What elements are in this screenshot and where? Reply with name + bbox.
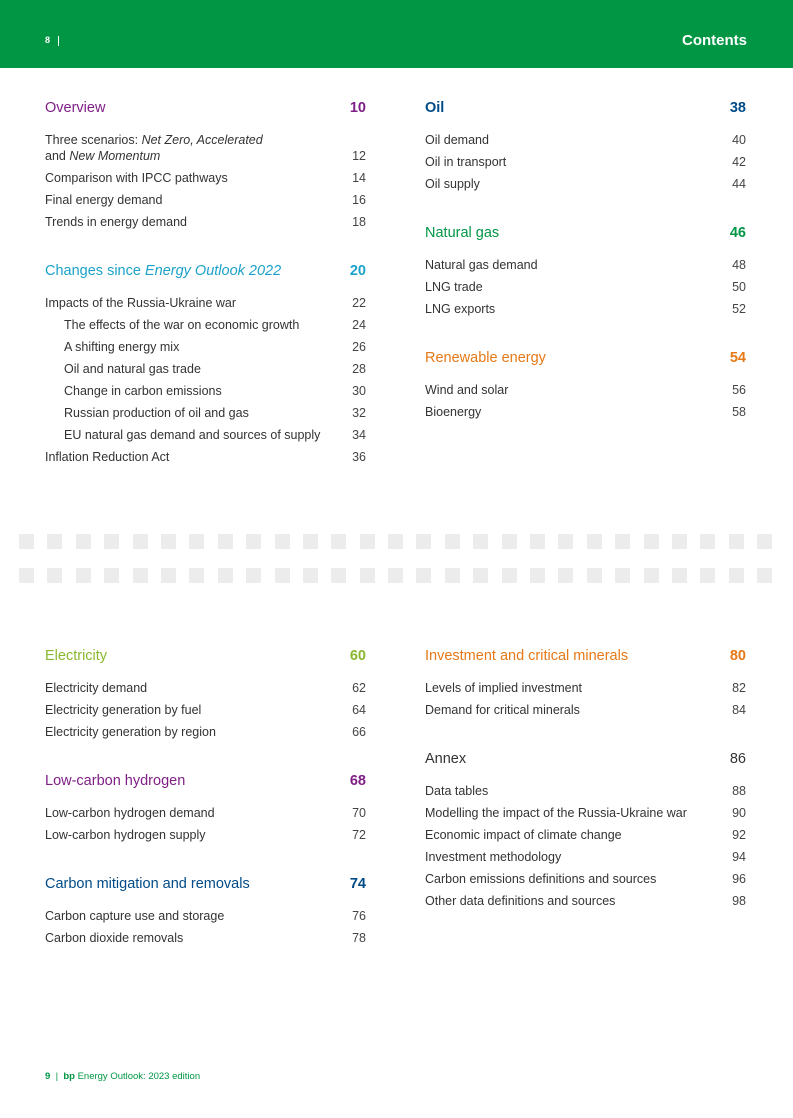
entry-title [45,361,201,377]
toc-entry[interactable] [425,780,746,802]
toc-entry[interactable] [425,254,746,276]
entry-italic-line2: New Momentum [69,149,161,163]
toc-entry[interactable] [425,129,746,151]
entry-page-number: 32 [352,406,366,420]
section-title [45,260,281,282]
section-title [425,97,444,119]
section-title-text: Natural gas [425,225,500,241]
decorative-square [445,568,460,583]
entry-text: EU natural gas demand and sources of supply [64,428,321,442]
entry-page-number: 24 [352,318,366,332]
decorative-square [76,568,91,583]
decorative-square [218,534,233,549]
decorative-square [615,534,630,549]
toc-column-bottom-left [45,645,366,976]
square-row [19,534,779,549]
toc-entry[interactable] [425,298,746,320]
entry-page-number: 62 [352,681,366,695]
entry-text: Oil supply [425,177,480,191]
entry-page-number: 22 [352,296,366,310]
entry-title [45,702,201,718]
entry-title [45,449,169,465]
section-title [425,222,499,244]
entry-text: Wind and solar [425,383,509,397]
section-items [425,129,746,195]
decorative-square [473,568,488,583]
entry-title [45,908,224,924]
decorative-square [303,568,318,583]
entry-page-number: 66 [352,725,366,739]
decorative-square [246,568,261,583]
entry-text: Russian production of oil and gas [64,406,249,420]
page-footer [45,1071,200,1082]
section-heading[interactable] [425,97,746,119]
section-title [425,347,546,369]
decorative-square [473,534,488,549]
entry-title [425,257,538,273]
entry-text: Other data definitions and sources [425,894,616,908]
entry-text: Impacts of the Russia-Ukraine war [45,296,237,310]
toc-entry[interactable] [425,868,746,890]
footer-page-number: 9 [45,1071,51,1082]
entry-title [45,827,206,843]
section-heading[interactable] [425,645,746,667]
section-title-text: Changes since [45,263,145,279]
section-title [45,873,250,895]
section-page-number: 54 [729,350,746,366]
decorative-square [530,568,545,583]
decorative-square [672,568,687,583]
entry-page-number: 52 [732,302,746,316]
entry-text: The effects of the war on economic growth [64,318,300,332]
section-title-text: Investment and critical minerals [425,648,629,664]
toc-section [425,645,746,721]
entry-page-number: 30 [352,384,366,398]
entry-text: Carbon emissions definitions and sources [425,872,657,886]
toc-entry[interactable] [45,446,366,468]
entry-page-number: 90 [732,806,746,820]
entry-title [425,702,580,718]
decorative-square [331,534,346,549]
decorative-square [133,568,148,583]
section-heading[interactable] [425,748,746,770]
entry-title [425,893,615,909]
entry-page-number: 92 [732,828,746,842]
section-title [45,770,185,792]
decorative-square [757,568,772,583]
toc-entry[interactable] [45,380,366,402]
entry-text: Change in carbon emissions [64,384,222,398]
toc-section [425,748,746,912]
toc-entry[interactable] [425,846,746,868]
entry-page-number: 82 [732,681,746,695]
toc-section [45,770,366,846]
decorative-square [416,534,431,549]
section-title [45,97,105,119]
entry-text: Carbon capture use and storage [45,909,225,923]
section-title [425,748,466,770]
entry-text: Economic impact of climate change [425,828,622,842]
toc-section [45,260,366,468]
section-heading[interactable] [45,873,366,895]
entry-text: Final energy demand [45,193,163,207]
section-heading[interactable] [45,645,366,667]
decorative-square [558,568,573,583]
toc-section [425,347,746,423]
section-heading[interactable] [425,222,746,244]
toc-entry[interactable] [425,677,746,699]
entry-page-number: 16 [352,193,366,207]
toc-entry[interactable] [45,802,366,824]
section-page-number: 74 [349,876,366,892]
toc-entry[interactable] [45,358,366,380]
section-items [45,677,366,743]
entry-text: Demand for critical minerals [425,703,580,717]
decorative-square [558,534,573,549]
entry-page-number: 58 [732,405,746,419]
decorative-square [644,534,659,549]
toc-entry[interactable] [45,314,366,336]
entry-text: Modelling the impact of the Russia-Ukraine war [425,806,687,820]
toc-entry[interactable] [45,721,366,743]
decorative-square [104,534,119,549]
entry-title [45,427,320,443]
entry-title [425,871,656,887]
decorative-square [360,568,375,583]
toc-column-top-left [45,97,366,495]
entry-text: Three scenarios: [45,133,142,147]
entry-page-number: 56 [732,383,746,397]
toc-entry[interactable] [45,189,366,211]
entry-text: Electricity generation by region [45,725,216,739]
section-items [45,129,366,233]
decorative-square [587,534,602,549]
entry-text: Low-carbon hydrogen demand [45,806,215,820]
toc-entry[interactable] [425,379,746,401]
section-page-number: 68 [349,773,366,789]
decorative-square [161,568,176,583]
entry-page-number: 76 [352,909,366,923]
decorative-square [388,568,403,583]
section-heading[interactable] [425,347,746,369]
section-page-number: 60 [349,648,366,664]
entry-title [425,176,480,192]
decorative-square [672,534,687,549]
entry-title [45,132,263,164]
decorative-square [445,534,460,549]
decorative-square [416,568,431,583]
entry-page-number: 44 [732,177,746,191]
toc-column-bottom-right [425,645,746,939]
entry-text: Levels of implied investment [425,681,583,695]
footer-edition: Energy Outlook: 2023 edition [77,1071,201,1082]
entry-page-number: 64 [352,703,366,717]
entry-page-number: 12 [352,149,366,163]
entry-page-number: 98 [732,894,746,908]
decorative-square [189,568,204,583]
section-title-text: Annex [425,751,467,767]
section-page-number: 80 [729,648,746,664]
decorative-square [615,568,630,583]
entry-page-number: 40 [732,133,746,147]
header-page-number: 8 [45,35,51,45]
entry-title [425,783,488,799]
entry-text-line2: and [45,149,70,163]
decorative-square [303,534,318,549]
entry-page-number: 70 [352,806,366,820]
entry-text: Investment methodology [425,850,562,864]
entry-text: Inflation Reduction Act [45,450,170,464]
decorative-square [757,534,772,549]
entry-page-number: 48 [732,258,746,272]
entry-page-number: 84 [732,703,746,717]
decorative-square [189,534,204,549]
toc-entry[interactable] [425,824,746,846]
toc-entry[interactable] [425,151,746,173]
entry-page-number: 78 [352,931,366,945]
decorative-square [246,534,261,549]
toc-entry[interactable] [45,211,366,233]
entry-text: A shifting energy mix [64,340,180,354]
entry-page-number: 34 [352,428,366,442]
toc-entry[interactable] [425,802,746,824]
decorative-square [388,534,403,549]
section-items [425,780,746,912]
entry-page-number: 14 [352,171,366,185]
decorative-square [502,568,517,583]
entry-text: Oil in transport [425,155,507,169]
decorative-square [275,568,290,583]
entry-text: Oil demand [425,133,489,147]
toc-column-top-right [425,97,746,450]
entry-page-number: 96 [732,872,746,886]
entry-title [45,805,215,821]
section-title-italic: Energy Outlook 2022 [144,263,282,279]
section-items [425,677,746,721]
entry-title [45,724,216,740]
entry-italic: Net Zero, Accelerated [141,133,263,147]
toc-entry[interactable] [45,167,366,189]
toc-entry[interactable] [45,402,366,424]
toc-entry[interactable] [425,401,746,423]
toc-entry[interactable] [45,292,366,314]
section-title-text: Electricity [45,648,108,664]
section-title-text: Oil [425,100,445,116]
header-divider [58,36,59,46]
section-heading[interactable] [45,260,366,282]
section-items [45,905,366,949]
entry-text: Electricity demand [45,681,148,695]
decorative-square [104,568,119,583]
toc-entry[interactable] [45,129,366,167]
toc-section [425,222,746,320]
section-heading[interactable] [45,770,366,792]
decorative-square [76,534,91,549]
entry-text: Natural gas demand [425,258,538,272]
decorative-square [19,568,34,583]
decorative-square [47,534,62,549]
decorative-square [700,568,715,583]
section-title-text: Overview [45,100,106,116]
decorative-square [218,568,233,583]
section-items [45,802,366,846]
entry-title [425,805,687,821]
entry-title [45,214,187,230]
section-title-text: Low-carbon hydrogen [45,773,186,789]
toc-section [45,97,366,233]
entry-title [45,192,162,208]
toc-entry[interactable] [425,173,746,195]
decorative-square [700,534,715,549]
entry-text: Carbon dioxide removals [45,931,184,945]
toc-entry[interactable] [425,276,746,298]
toc-entry[interactable] [45,699,366,721]
entry-page-number: 72 [352,828,366,842]
toc-entry[interactable] [425,699,746,721]
entry-title [45,383,222,399]
toc-entry[interactable] [425,890,746,912]
entry-title [425,382,508,398]
entry-page-number: 18 [352,215,366,229]
decorative-square [133,534,148,549]
entry-title [45,680,147,696]
toc-entry[interactable] [45,905,366,927]
toc-entry[interactable] [45,824,366,846]
decorative-square [587,568,602,583]
section-page-number: 46 [729,225,746,241]
entry-title [425,849,561,865]
decorative-square [729,534,744,549]
decorative-square [47,568,62,583]
entry-title [45,405,249,421]
section-title [425,645,628,667]
section-page-number: 86 [729,751,746,767]
section-heading[interactable] [45,97,366,119]
toc-entry[interactable] [45,677,366,699]
entry-text: Bioenergy [425,405,482,419]
toc-entry[interactable] [45,424,366,446]
entry-page-number: 42 [732,155,746,169]
decorative-square [161,534,176,549]
page-title: Contents [682,32,747,49]
section-page-number: 20 [349,263,366,279]
entry-page-number: 28 [352,362,366,376]
section-items [425,379,746,423]
decorative-square-pattern [19,534,779,602]
entry-text: LNG exports [425,302,496,316]
decorative-square [644,568,659,583]
entry-text: Trends in energy demand [45,215,187,229]
section-page-number: 10 [349,100,366,116]
decorative-square [275,534,290,549]
entry-text: Comparison with IPCC pathways [45,171,228,185]
entry-title [425,132,489,148]
entry-text: Low-carbon hydrogen supply [45,828,206,842]
entry-title [425,279,483,295]
entry-title [425,301,495,317]
section-title-text: Renewable energy [425,350,546,366]
section-page-number: 38 [729,100,746,116]
entry-text: Oil and natural gas trade [64,362,201,376]
entry-page-number: 36 [352,450,366,464]
toc-section [425,97,746,195]
decorative-square [502,534,517,549]
entry-title [45,170,228,186]
entry-page-number: 88 [732,784,746,798]
entry-page-number: 26 [352,340,366,354]
toc-entry[interactable] [45,927,366,949]
entry-title [45,317,299,333]
section-items [425,254,746,320]
entry-page-number: 50 [732,280,746,294]
section-title [45,645,107,667]
decorative-square [729,568,744,583]
toc-section [45,645,366,743]
entry-title [425,827,622,843]
entry-page-number: 94 [732,850,746,864]
section-title-text: Carbon mitigation and removals [45,876,250,892]
entry-text: Electricity generation by fuel [45,703,202,717]
decorative-square [331,568,346,583]
entry-text: Data tables [425,784,489,798]
square-row [19,568,779,583]
entry-title [45,339,179,355]
toc-section [45,873,366,949]
footer-divider: | [52,1071,61,1082]
entry-title [45,930,183,946]
decorative-square [360,534,375,549]
toc-entry[interactable] [45,336,366,358]
section-items [45,292,366,468]
entry-text: LNG trade [425,280,483,294]
decorative-square [530,534,545,549]
entry-title [45,295,236,311]
entry-title [425,680,582,696]
entry-title [425,154,506,170]
footer-brand: bp [63,1071,75,1082]
decorative-square [19,534,34,549]
entry-title [425,404,481,420]
page-header [0,0,793,68]
